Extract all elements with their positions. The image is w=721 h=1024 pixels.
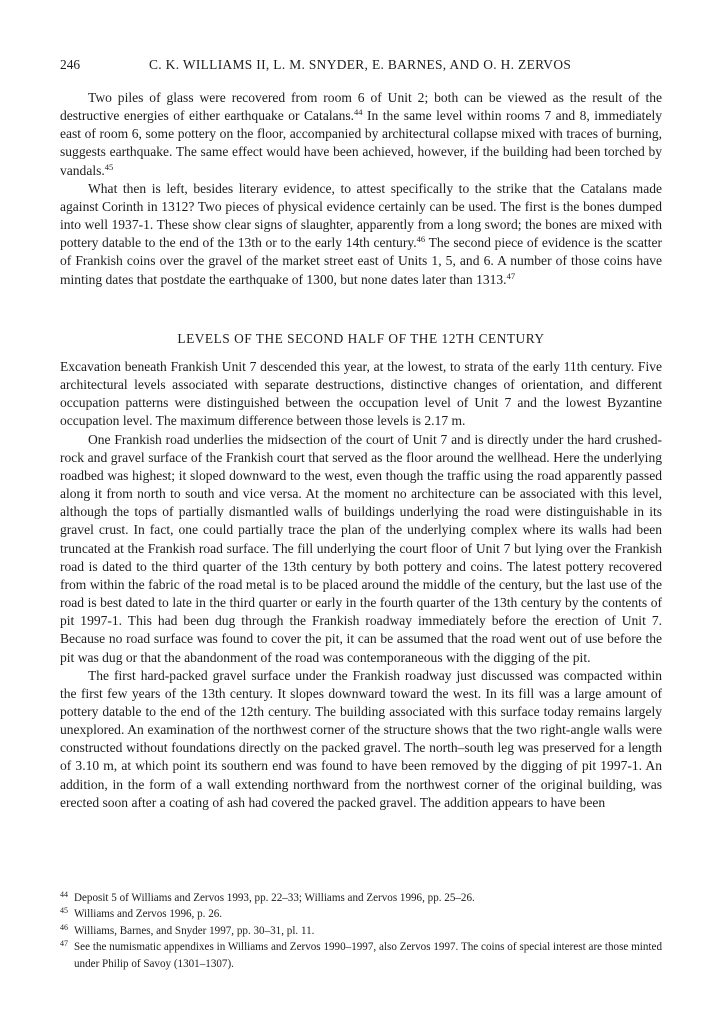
paragraph: Two piles of glass were recovered from room 6 of Unit 2; both can be viewed as the result of the destructive energies of either earthquake or Catalans.$^{44}$ In the same level within rooms 7 and 8, immediately east of room 6, some pottery on the floor, accompanied by architectural collapse mixed with traces of burning, suggests earthquake. The same effect would have been achieved, however, if the building had been torched by vandals.$^{45}$: [60, 90, 662, 178]
footnote-ref: 45: [104, 161, 114, 172]
footnote: 44 Deposit 5 of Williams and Zervos 1993, pp. 22–33; Williams and Zervos 1996, pp. 25–26.: [60, 890, 475, 904]
page-number: 246: [60, 57, 81, 72]
footnote: 47 See the numismatic appendixes in Williams and Zervos 1990–1997, also Zervos 1997. The coins of special interest are those minted under Philip of Savoy (1301–1307).: [60, 939, 662, 970]
body-text-top: [60, 89, 662, 289]
footnotes: [60, 890, 662, 972]
paragraph: The first hard-packed gravel surface under the Frankish roadway just discussed was compacted within the first few years of the 13th century. It slopes downward toward the west. In its fill was a large amount of pottery datable to the end of the 12th century. The building associated with this surface today remains largely unexplored. An examination of the northwest corner of the structure shows that the two right-angle walls were constructed without foundations directly on the packed gravel. The north–south leg was preserved for a length of 3.10 m, at which point its southern end was found to have been removed by the digging of pit 1997-1. An addition, in the form of a wall extending northward from the northwest corner of the original building, was erected soon after a coating of ash had covered the packed gravel. The addition appears to have been: [60, 667, 662, 810]
footnote-ref: 46: [416, 234, 426, 245]
paragraph: What then is left, besides literary evidence, to attest specifically to the strike that the Catalans made against Corinth in 1312? Two pieces of physical evidence certainly can be used. The first is the bones dumped into well 1937-1. These show clear signs of slaughter, apparently from a long sword; the bones are mixed with pottery datable to the end of the 13th or to the early 14th century.$^{46}$ The second piece of evidence is the scatter of Frankish coins over the gravel of the market street east of Units 1, 5, and 6. A number of those coins have minting dates that postdate the earthquake of 1300, but none dates later than 1313.47: [60, 180, 662, 287]
footnote-ref: 47: [506, 270, 516, 281]
running-title: C. K. WILLIAMS II, L. M. SNYDER, E. BARNES, AND O. H. ZERVOS: [149, 57, 572, 72]
paragraph: One Frankish road underlies the midsection of the court of Unit 7 and is directly under the hard crushed-rock and gravel surface of the Frankish court that served as the floor around the wellhead. Here the underlying roadbed was highest; it sloped downward to the west, even though the traffic using the road apparently passed along it from north to south and vice versa. At the moment no architecture can be associated with this level, although the tops of partially dismantled walls of buildings underlying the road were distinguishable in its gravel crust. In fact, one could partially trace the plan of the underlying complex where its walls had been truncated at the Frankish road surface. The fill underlying the court floor of Unit 7 but lying over the Frankish road is dated to the third quarter of the 13th century by both pottery and coins. The latest pottery recovered from within the fabric of the road metal is to be placed around the middle of the century, but the last use of the road is best dated to late in the third quarter or early in the fourth quarter of the 13th century by the contents of pit 1997-1. This had been dug through the Frankish roadway immediately before the erection of Unit 7. Because no road surface was found to cover the pit, it can be assumed that the road went out of use before the pit was dug or that the abandonment of the road was contemporaneous with the digging of the pit.: [60, 431, 662, 665]
footnote-ref: 44: [354, 107, 363, 118]
body-text-bottom: [60, 358, 662, 812]
paragraph: Excavation beneath Frankish Unit 7 descended this year, at the lowest, to strata of the early 11th century. Five architectural levels associated with separate destructions, distinctive changes of orientation, and different occupation patterns were distinguished between the occupation level of Unit 7 and the lowest Byzantine occupation level. The maximum difference between those levels is 2.17 m.: [60, 359, 662, 429]
footnote: 46 Williams, Barnes, and Snyder 1997, pp. 30–31, pl. 11.: [60, 922, 315, 937]
footnote: 45 Williams and Zervos 1996, p. 26.: [60, 906, 223, 921]
section-heading: LEVELS OF THE SECOND HALF OF THE 12TH CENTURY: [177, 331, 545, 346]
